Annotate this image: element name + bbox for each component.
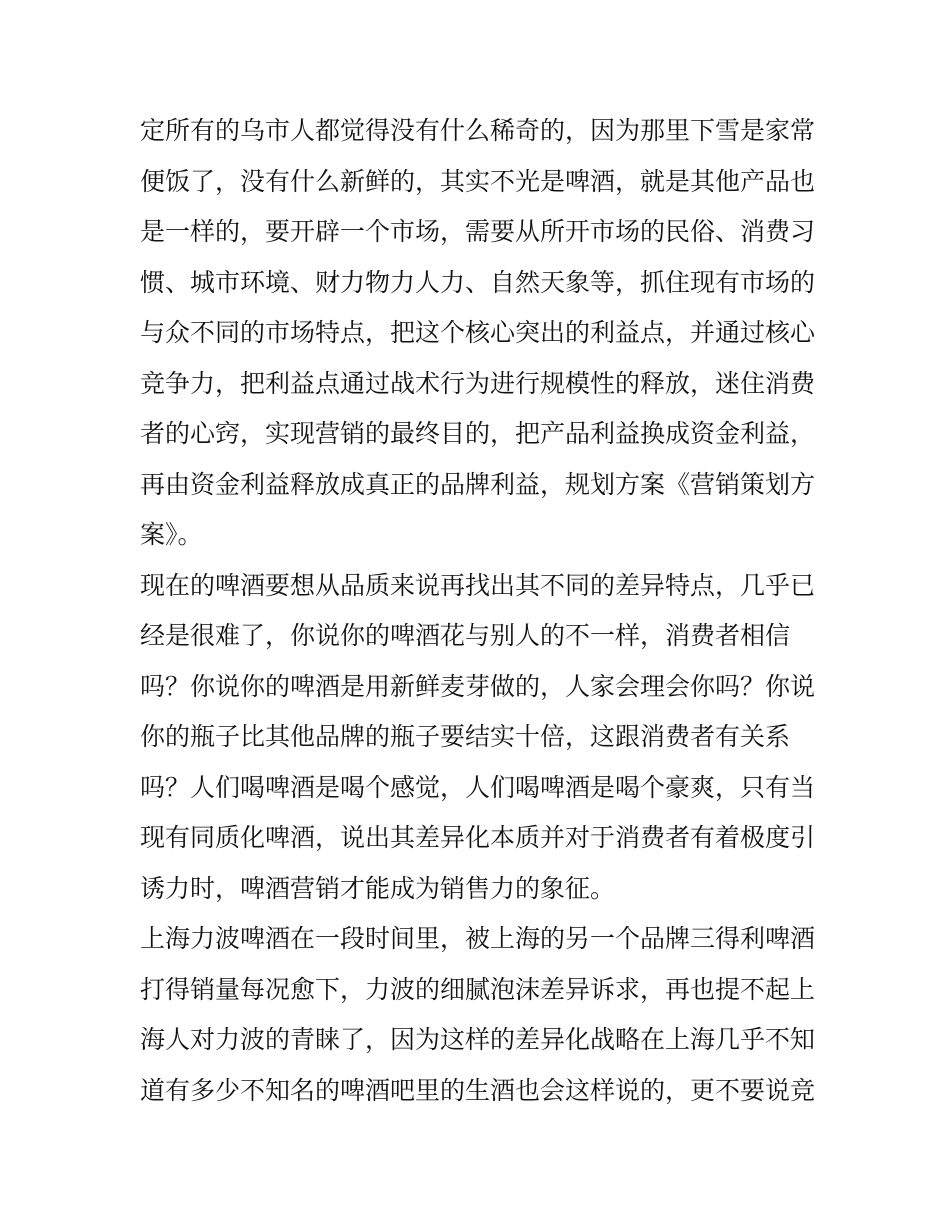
document-body — [140, 106, 820, 1116]
text-line: 定所有的乌市人都觉得没有什么稀奇的，因为那里下雪是家常 — [140, 116, 816, 145]
text-line: 海人对力波的青睐了，因为这样的差异化战略在上海几乎不知 — [140, 1025, 816, 1054]
text-line: 吗？你说你的啤酒是用新鲜麦芽做的，人家会理会你吗？你说 — [140, 671, 816, 701]
text-line: 你的瓶子比其他品牌的瓶子要结实十倍，这跟消费者有关系 — [140, 722, 791, 751]
text-line: 便饭了，没有什么新鲜的，其实不光是啤酒，就是其他产品也 — [140, 166, 816, 196]
text-line: 道有多少不知名的啤酒吧里的生酒也会这样说的，更不要说竞 — [140, 1075, 816, 1105]
text-line: 经是很难了，你说你的啤酒花与别人的不一样，消费者相信 — [140, 621, 791, 650]
text-line: 是一样的，要开辟一个市场，需要从所开市场的民俗、消费习 — [140, 217, 816, 246]
text-line: 者的心窍，实现营销的最终目的，把产品利益换成资金利益， — [140, 419, 816, 448]
text-line: 诱力时，啤酒营销才能成为销售力的象征。 — [140, 873, 616, 903]
text-line: 竞争力，把利益点通过战术行为进行规模性的释放，迷住消费 — [140, 368, 816, 398]
text-line: 惯、城市环境、财力物力人力、自然天象等，抓住现有市场的 — [140, 267, 816, 297]
text-line: 现在的啤酒要想从品质来说再找出其不同的差异特点，几乎已 — [140, 570, 816, 600]
text-line: 与众不同的市场特点，把这个核心突出的利益点，并通过核心 — [140, 318, 816, 347]
text-line: 吗？人们喝啤酒是喝个感觉，人们喝啤酒是喝个豪爽，只有当 — [140, 772, 816, 802]
text-line: 再由资金利益释放成真正的品牌利益，规划方案《营销策划方 — [140, 469, 816, 499]
text-line: 打得销量每况愈下，力波的细腻泡沫差异诉求，再也提不起上 — [140, 974, 816, 1004]
text-line: 现有同质化啤酒，说出其差异化本质并对于消费者有着极度引 — [140, 823, 816, 852]
text-line: 上海力波啤酒在一段时间里，被上海的另一个品牌三得利啤酒 — [140, 924, 816, 953]
text-line: 案》。 — [140, 520, 203, 549]
